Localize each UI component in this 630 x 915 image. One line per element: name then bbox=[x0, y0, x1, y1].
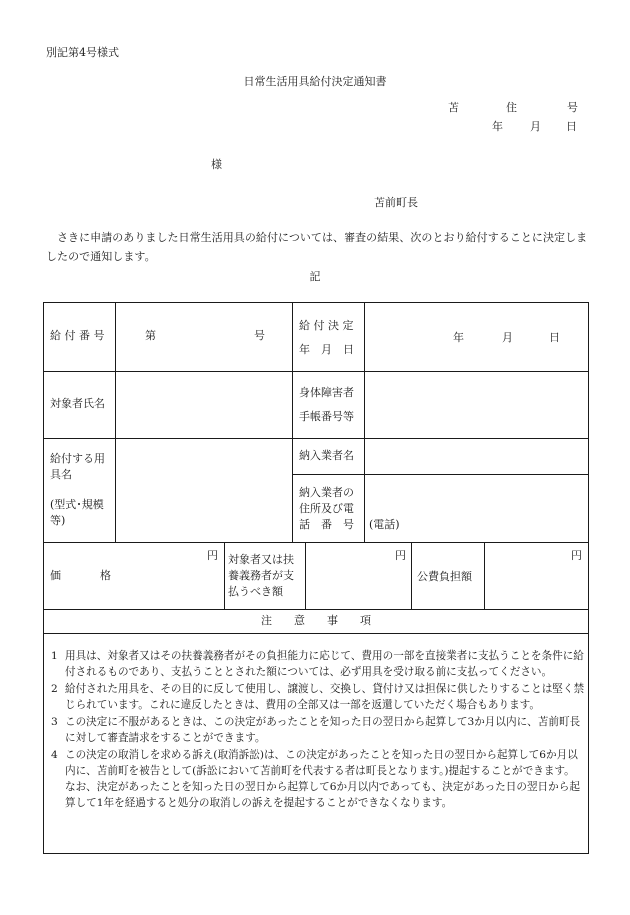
decision-date-month: 月 bbox=[502, 331, 513, 344]
column-divider bbox=[484, 542, 485, 609]
note-text: 給付された用具を、その目的に反して使用し、譲渡し、交換し、貸付け又は担保に供したりすることは堅く禁じられています。これに違反したときは、費用の全部又は一部を返還していただく場合もあります。 bbox=[65, 683, 585, 711]
column-divider bbox=[115, 303, 116, 542]
row-divider bbox=[44, 633, 588, 634]
item-name-label-line1: 給付する用 bbox=[50, 452, 105, 465]
payer-yen: 円 bbox=[395, 549, 406, 562]
supplier-address-label-line1: 納入業者の bbox=[299, 486, 354, 499]
row-divider bbox=[44, 438, 588, 439]
issue-date-year: 年 bbox=[492, 120, 503, 133]
row-divider bbox=[292, 474, 588, 475]
column-divider bbox=[224, 542, 225, 609]
public-burden-label: 公費負担額 bbox=[417, 570, 472, 583]
decision-date-label-line1: 給 付 決 定 bbox=[299, 319, 354, 332]
notes-header: 注 意 事 項 bbox=[261, 614, 371, 627]
payment-number-label: 給 付 番 号 bbox=[50, 329, 105, 342]
issuer: 苫前町長 bbox=[374, 196, 418, 209]
note-item bbox=[49, 747, 585, 811]
decision-date-year: 年 bbox=[453, 331, 464, 344]
payment-number-suffix: 号 bbox=[254, 329, 265, 342]
column-divider bbox=[364, 303, 365, 542]
note-number: 1 bbox=[51, 650, 58, 662]
item-spec-label-line2: 等) bbox=[50, 514, 66, 527]
column-divider bbox=[292, 303, 293, 542]
payment-number-prefix: 第 bbox=[145, 329, 156, 342]
document-number-middle: 住 bbox=[506, 101, 517, 114]
row-divider bbox=[44, 542, 588, 543]
item-spec-label-line1: (型式･規模 bbox=[50, 498, 104, 511]
row-divider bbox=[44, 371, 588, 372]
column-divider bbox=[305, 542, 306, 609]
note-text: この決定に不服があるときは、この決定があったことを知った日の翌日から起算して3か月以内に、苫前町長に対して審査請求をすることができます。 bbox=[65, 716, 581, 744]
payer-label-line2: 養義務者が支 bbox=[228, 569, 294, 582]
issue-date-day: 日 bbox=[566, 120, 577, 133]
row-divider bbox=[44, 609, 588, 610]
addressee-honorific: 様 bbox=[211, 158, 222, 171]
supplier-address-label-line2: 住所及び電 bbox=[299, 502, 354, 515]
decision-date-label-line2: 年 月 日 bbox=[299, 343, 354, 356]
public-burden-yen: 円 bbox=[571, 549, 582, 562]
supplier-name-label: 納入業者名 bbox=[299, 449, 354, 462]
payer-label-line3: 払うべき額 bbox=[228, 585, 283, 598]
form-number: 別記第4号様式 bbox=[46, 46, 119, 59]
recipient-name-label: 対象者氏名 bbox=[50, 397, 105, 410]
note-item bbox=[49, 681, 585, 713]
note-item bbox=[49, 648, 585, 680]
note-item bbox=[49, 714, 585, 746]
ki-marker: 記 bbox=[309, 270, 321, 283]
column-divider bbox=[411, 542, 412, 609]
payer-label-line1: 対象者又は扶 bbox=[228, 553, 294, 566]
note-text: 用具は、対象者又はその扶養義務者がその負担能力に応じて、費用の一部を直接業者に支払うことを条件に給付されるものであり、支払うこととされた額については、必ず用具を受け取る前に支払ってください。 bbox=[65, 650, 584, 678]
note-number: 4 bbox=[51, 749, 58, 761]
disability-cert-label-line1: 身体障害者 bbox=[299, 386, 354, 399]
price-label-char1: 価 bbox=[50, 569, 61, 582]
supplier-address-label-line3: 話 番 号 bbox=[299, 518, 354, 531]
phone-label: (電話) bbox=[369, 518, 400, 531]
decision-date-day: 日 bbox=[549, 331, 560, 344]
price-label-char2: 格 bbox=[100, 569, 111, 582]
document-number-prefix: 苫 bbox=[448, 101, 459, 114]
note-number: 3 bbox=[51, 716, 58, 728]
notes-list bbox=[49, 648, 585, 812]
item-name-label-line2: 具名 bbox=[50, 468, 72, 481]
disability-cert-label-line2: 手帳番号等 bbox=[299, 410, 354, 423]
note-text: この決定の取消しを求める訴え(取消訴訟)は、この決定があったことを知った日の翌日から起算して6か月以内に、苫前町を被告として(訴訟において苫前町を代表する者は町長となります。)提起することができます。なお、決定があったことを知った日の翌日から起算して6か月以内であっても、決定があった日の翌日から起算して1年を経過すると処分の取消しの訴えを提起することができなくなります。 bbox=[65, 749, 580, 809]
decision-form-table bbox=[43, 302, 589, 854]
document-number-suffix: 号 bbox=[567, 101, 578, 114]
document-title: 日常生活用具給付決定通知書 bbox=[243, 75, 387, 88]
issue-date-month: 月 bbox=[530, 120, 541, 133]
body-text: さきに申請のありました日常生活用具の給付については、審査の結果、次のとおり給付することに決定しましたので通知します。 bbox=[46, 231, 588, 263]
note-number: 2 bbox=[51, 683, 58, 695]
price-yen: 円 bbox=[207, 549, 218, 562]
